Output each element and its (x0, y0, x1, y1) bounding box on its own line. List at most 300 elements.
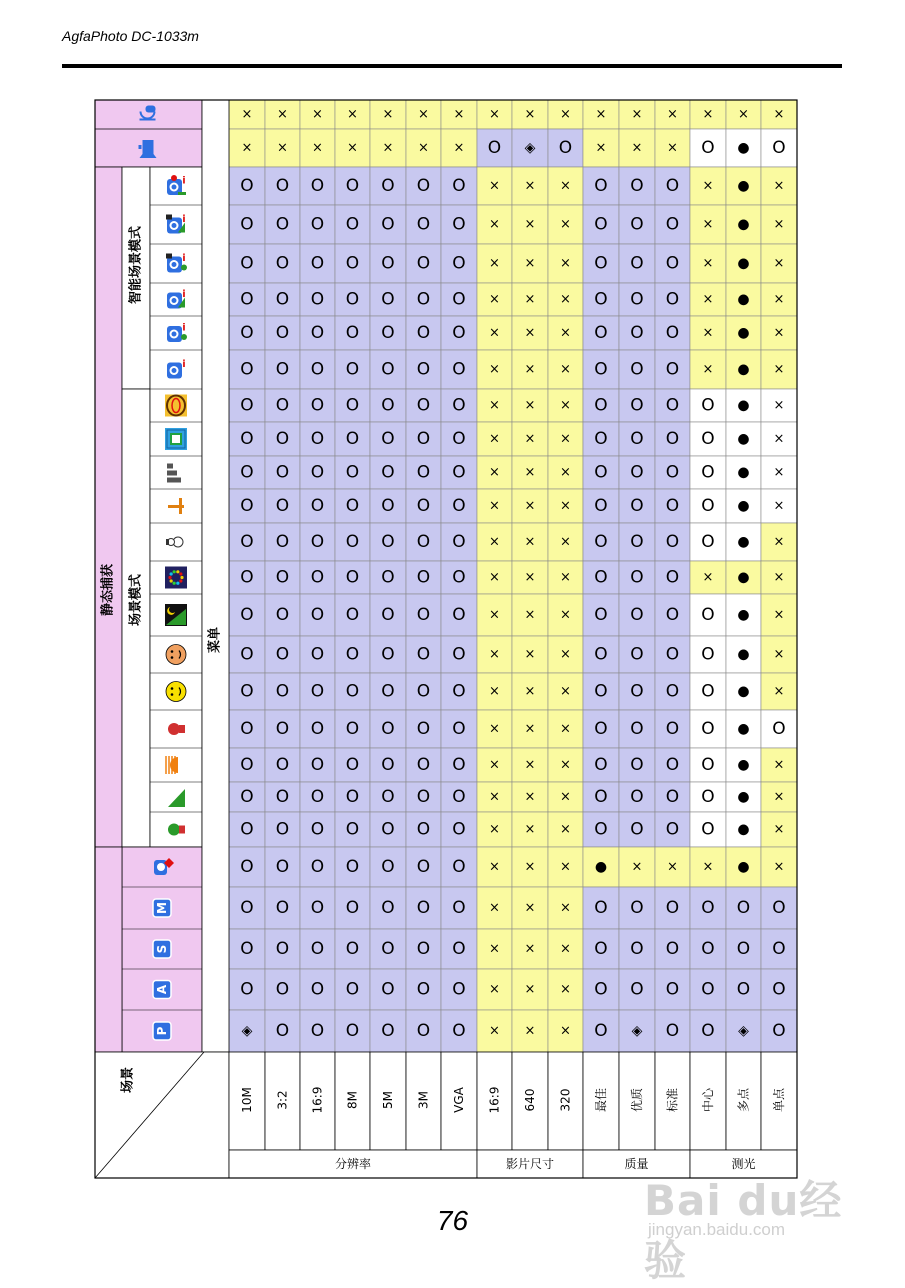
table-cell (512, 316, 548, 350)
table-cell (477, 710, 512, 748)
table-cell (406, 389, 441, 422)
yes-mark: O (594, 176, 608, 196)
yes-mark: O (452, 429, 466, 449)
no-mark: × (489, 941, 500, 957)
table-cell (229, 389, 265, 422)
fixed-mark: ● (594, 859, 608, 875)
table-cell (548, 1010, 583, 1052)
yes-mark: O (416, 462, 431, 483)
yes-mark: O (275, 939, 290, 959)
table-cell (761, 316, 797, 350)
scene-food-icon (165, 495, 187, 517)
table-cell (619, 389, 655, 422)
scene-smile-icon (165, 681, 187, 703)
no-mark: × (418, 107, 429, 122)
table-cell (726, 456, 761, 489)
no-mark: × (595, 107, 607, 122)
table-cell (655, 316, 690, 350)
no-mark: × (560, 217, 571, 232)
table-cell (265, 710, 300, 748)
no-mark: × (773, 431, 785, 447)
table-cell (406, 205, 441, 244)
table-cell (512, 847, 548, 887)
table-cell (477, 673, 512, 710)
no-mark: × (560, 721, 571, 737)
table-cell (619, 129, 655, 167)
yes-mark: O (452, 681, 466, 702)
yes-mark: O (275, 644, 290, 665)
yes-mark: O (594, 898, 608, 918)
table-cell (265, 929, 300, 969)
scene-child-icon (165, 644, 187, 666)
yes-mark: O (416, 214, 431, 235)
no-mark: × (312, 140, 323, 156)
table-cell (619, 167, 655, 205)
table-cell (761, 422, 797, 456)
table-cell (370, 710, 406, 748)
yes-mark: O (345, 567, 360, 588)
table-cell (335, 561, 370, 594)
svg-text:M: M (155, 902, 169, 914)
table-cell (761, 1010, 797, 1052)
mode-m-icon (153, 899, 171, 917)
no-mark: × (418, 140, 429, 156)
yes-mark: O (665, 359, 680, 380)
no-mark: × (489, 498, 500, 514)
yes-mark: O (275, 819, 290, 840)
yes-mark: O (381, 939, 395, 959)
yes-mark: O (630, 605, 644, 625)
no-mark: × (489, 647, 500, 662)
table-cell (583, 710, 619, 748)
table-cell (726, 244, 761, 283)
table-cell (655, 523, 690, 561)
table-cell (655, 594, 690, 636)
table-cell (300, 782, 335, 812)
yes-mark: O (665, 214, 680, 235)
scene-building-icon (165, 462, 187, 484)
table-cell (655, 205, 690, 244)
table-cell (619, 847, 655, 887)
yes-mark: O (310, 567, 325, 588)
scene-snow-icon (165, 531, 187, 553)
table-cell (265, 350, 300, 389)
yes-mark: O (240, 681, 254, 702)
column-header-label: 10M (240, 1087, 254, 1113)
yes-mark: O (275, 214, 290, 235)
yes-mark: O (275, 755, 290, 775)
table-cell (761, 456, 797, 489)
no-mark: × (524, 900, 536, 916)
table-cell (229, 422, 265, 456)
yes-mark: O (665, 898, 680, 918)
table-cell (726, 422, 761, 456)
table-cell (548, 710, 583, 748)
no-mark: × (560, 498, 571, 514)
yes-mark: O (594, 605, 608, 625)
table-cell (335, 636, 370, 673)
table-cell (512, 782, 548, 812)
yes-mark: O (275, 176, 290, 196)
yes-mark: O (665, 979, 680, 1000)
table-cell (370, 100, 406, 129)
yes-mark: O (630, 898, 644, 918)
yes-mark: O (594, 787, 608, 807)
table-cell (265, 847, 300, 887)
yes-mark: O (665, 462, 680, 483)
table-cell (548, 244, 583, 283)
yes-mark: O (240, 253, 254, 274)
yes-mark: O (381, 496, 395, 516)
yes-mark: O (665, 323, 680, 343)
no-mark: × (489, 107, 500, 122)
no-mark: × (773, 822, 785, 837)
column-header-label: 5M (381, 1091, 395, 1109)
yes-mark: O (240, 429, 254, 449)
yes-mark: O (594, 532, 608, 552)
group-label-scene-mode: 场景模式 (128, 573, 144, 627)
table-cell (726, 812, 761, 847)
yes-mark: O (310, 323, 325, 343)
table-cell (300, 456, 335, 489)
yes-mark: O (310, 898, 325, 918)
no-mark: × (560, 570, 571, 585)
table-cell (265, 167, 300, 205)
table-cell (583, 350, 619, 389)
yes-mark: O (381, 681, 395, 702)
yes-mark: O (416, 719, 431, 739)
yes-mark: O (630, 359, 644, 380)
table-cell (583, 1010, 619, 1052)
table-cell (655, 244, 690, 283)
yes-mark: O (772, 898, 786, 918)
yes-mark: O (630, 681, 644, 702)
yes-mark: O (240, 857, 254, 877)
no-mark: × (560, 647, 571, 662)
yes-mark: O (310, 979, 325, 1000)
table-cell (441, 636, 477, 673)
table-cell (441, 100, 477, 129)
yes-mark: O (345, 395, 360, 416)
yes-mark: O (416, 898, 431, 918)
table-cell (583, 129, 619, 167)
no-mark: × (773, 178, 785, 194)
yes-mark: O (275, 605, 290, 625)
table-cell (583, 316, 619, 350)
yes-mark: O (630, 755, 644, 775)
table-cell (441, 847, 477, 887)
table-cell (300, 969, 335, 1010)
yes-mark: O (452, 719, 466, 739)
table-cell (265, 594, 300, 636)
table-cell (512, 100, 548, 129)
no-mark: × (524, 217, 536, 232)
no-mark: × (560, 431, 571, 447)
no-mark: × (560, 292, 571, 307)
table-cell (406, 812, 441, 847)
table-cell (655, 969, 690, 1010)
yes-mark: O (701, 644, 715, 665)
table-cell (441, 129, 477, 167)
yes-mark: O (310, 605, 325, 625)
table-cell (229, 129, 265, 167)
table-cell (335, 283, 370, 316)
table-cell (265, 100, 300, 129)
fixed-mark: ● (737, 325, 750, 341)
table-cell (548, 422, 583, 456)
table-cell (761, 812, 797, 847)
table-cell (335, 244, 370, 283)
no-mark: × (773, 570, 785, 585)
yes-mark: O (310, 681, 325, 702)
yes-mark: O (630, 429, 644, 449)
table-cell (655, 710, 690, 748)
table-cell (406, 129, 441, 167)
table-cell (726, 887, 761, 929)
yes-mark: O (452, 755, 466, 775)
table-cell (726, 748, 761, 782)
yes-mark: O (275, 395, 290, 416)
yes-mark: O (240, 567, 254, 588)
table-cell (655, 422, 690, 456)
table-cell (477, 244, 512, 283)
table-cell (548, 129, 583, 167)
table-cell (761, 847, 797, 887)
column-header-label: 3M (416, 1091, 431, 1109)
table-cell (619, 782, 655, 812)
table-cell (406, 422, 441, 456)
table-cell (619, 523, 655, 561)
yes-mark: O (310, 857, 325, 877)
fixed-mark: ● (737, 683, 750, 700)
yes-mark: O (630, 395, 644, 416)
table-cell (441, 205, 477, 244)
table-cell (548, 673, 583, 710)
yes-mark: O (310, 1021, 325, 1041)
table-cell (690, 812, 726, 847)
no-mark: × (560, 789, 571, 805)
yes-mark: O (452, 857, 466, 877)
table-cell (441, 594, 477, 636)
table-cell (477, 205, 512, 244)
yes-mark: O (736, 979, 751, 1000)
table-cell (548, 456, 583, 489)
yes-mark: O (416, 819, 431, 840)
table-cell (335, 710, 370, 748)
table-cell (761, 887, 797, 929)
no-mark: × (277, 140, 288, 156)
yes-mark: O (416, 395, 431, 416)
table-cell (229, 350, 265, 389)
no-mark: × (560, 1023, 571, 1039)
yes-mark: O (452, 214, 466, 235)
table-cell (583, 673, 619, 710)
yes-mark: O (381, 567, 395, 588)
yes-mark: O (240, 462, 254, 483)
no-mark: × (347, 107, 358, 122)
yes-mark: O (310, 462, 325, 483)
table-cell (300, 205, 335, 244)
yes-mark: O (594, 719, 608, 739)
column-header-label: 8M (345, 1091, 360, 1109)
table-cell (406, 456, 441, 489)
yes-mark: O (416, 532, 431, 552)
table-cell (441, 389, 477, 422)
no-mark: × (489, 607, 500, 623)
no-mark: × (524, 822, 536, 837)
table-cell (335, 129, 370, 167)
scene-portrait-icon (165, 819, 187, 841)
no-mark: × (773, 362, 785, 377)
table-cell (441, 244, 477, 283)
table-cell (583, 244, 619, 283)
yes-mark: O (630, 819, 644, 840)
table-cell (690, 1010, 726, 1052)
scene-fireworks-icon (165, 395, 187, 417)
table-cell (229, 929, 265, 969)
yes-mark: O (345, 214, 360, 235)
table-cell (370, 129, 406, 167)
table-cell (690, 422, 726, 456)
table-cell (655, 1010, 690, 1052)
yes-mark: O (452, 819, 466, 840)
yes-mark: O (665, 755, 680, 775)
yes-mark: O (701, 681, 715, 702)
table-cell (300, 710, 335, 748)
yes-mark: O (594, 462, 608, 483)
no-mark: × (524, 607, 536, 623)
table-cell (335, 456, 370, 489)
yes-mark: O (240, 395, 254, 416)
table-cell (477, 782, 512, 812)
table-cell (761, 100, 797, 129)
table-cell (441, 523, 477, 561)
no-mark: × (489, 431, 500, 447)
no-mark: × (524, 570, 536, 585)
yes-mark: O (310, 359, 325, 380)
table-cell (619, 422, 655, 456)
table-cell (690, 673, 726, 710)
table-cell (370, 969, 406, 1010)
table-cell (370, 389, 406, 422)
table-cell (335, 929, 370, 969)
table-cell (512, 929, 548, 969)
table-cell (726, 929, 761, 969)
no-mark: × (524, 398, 536, 413)
yes-mark: O (275, 979, 290, 1000)
yes-mark: O (452, 787, 466, 807)
table-cell (655, 389, 690, 422)
table-cell (370, 887, 406, 929)
yes-mark: O (452, 939, 466, 959)
table-cell (300, 316, 335, 350)
yes-mark: O (665, 644, 680, 665)
yes-mark: O (381, 176, 395, 196)
table-cell (335, 389, 370, 422)
table-cell (265, 422, 300, 456)
table-cell (548, 316, 583, 350)
no-mark: × (524, 178, 536, 194)
table-cell (441, 1010, 477, 1052)
yes-mark: O (701, 787, 715, 807)
no-mark: × (524, 498, 536, 514)
yes-mark: O (240, 323, 254, 343)
table-cell (300, 748, 335, 782)
table-cell (690, 782, 726, 812)
table-cell (370, 561, 406, 594)
no-mark: × (524, 757, 536, 773)
no-mark: × (702, 325, 714, 341)
table-cell (335, 100, 370, 129)
table-cell (229, 523, 265, 561)
table-cell (370, 422, 406, 456)
table-cell (548, 594, 583, 636)
table-cell (335, 847, 370, 887)
column-group-label: 测光 (731, 1157, 756, 1171)
scene-sunset-icon (165, 754, 187, 776)
scene-night-landscape-icon (165, 604, 187, 626)
column-header-label: 中心 (701, 1087, 715, 1113)
yes-mark: O (452, 462, 466, 483)
yes-mark: O (416, 253, 431, 274)
table-cell (229, 1010, 265, 1052)
no-mark: × (524, 859, 536, 875)
yes-mark: O (630, 462, 644, 483)
table-cell (300, 100, 335, 129)
table-cell (300, 1010, 335, 1052)
table-cell (300, 812, 335, 847)
table-cell (583, 389, 619, 422)
table-cell (548, 561, 583, 594)
table-cell (335, 167, 370, 205)
table-cell (370, 456, 406, 489)
yes-mark: O (381, 719, 395, 739)
no-mark: × (560, 256, 571, 271)
yes-mark: O (240, 359, 254, 380)
table-cell (726, 167, 761, 205)
watermark-logo: Bai du经验 (644, 1176, 843, 1285)
yes-mark: O (275, 898, 290, 918)
no-mark: × (560, 178, 571, 194)
table-cell (406, 489, 441, 523)
yes-mark: O (594, 253, 608, 274)
table-cell (761, 167, 797, 205)
table-cell (655, 887, 690, 929)
fixed-mark: ● (737, 646, 750, 663)
no-mark: × (773, 325, 785, 341)
table-cell (690, 205, 726, 244)
table-cell (619, 100, 655, 129)
table-cell (512, 350, 548, 389)
table-cell (512, 636, 548, 673)
table-cell (655, 673, 690, 710)
table-cell (548, 283, 583, 316)
yes-mark: O (275, 719, 290, 739)
table-cell (690, 283, 726, 316)
table-cell (441, 782, 477, 812)
yes-mark: O (240, 979, 254, 1000)
table-cell (619, 969, 655, 1010)
yes-mark: O (701, 605, 715, 625)
group-label-still-capture: 静态捕获 (100, 563, 116, 617)
svg-text:i: i (182, 175, 186, 187)
table-cell (548, 389, 583, 422)
table-cell (548, 847, 583, 887)
yes-mark: O (345, 979, 360, 1000)
column-header-label: 优质 (630, 1087, 644, 1113)
table-cell (583, 847, 619, 887)
table-cell (619, 456, 655, 489)
